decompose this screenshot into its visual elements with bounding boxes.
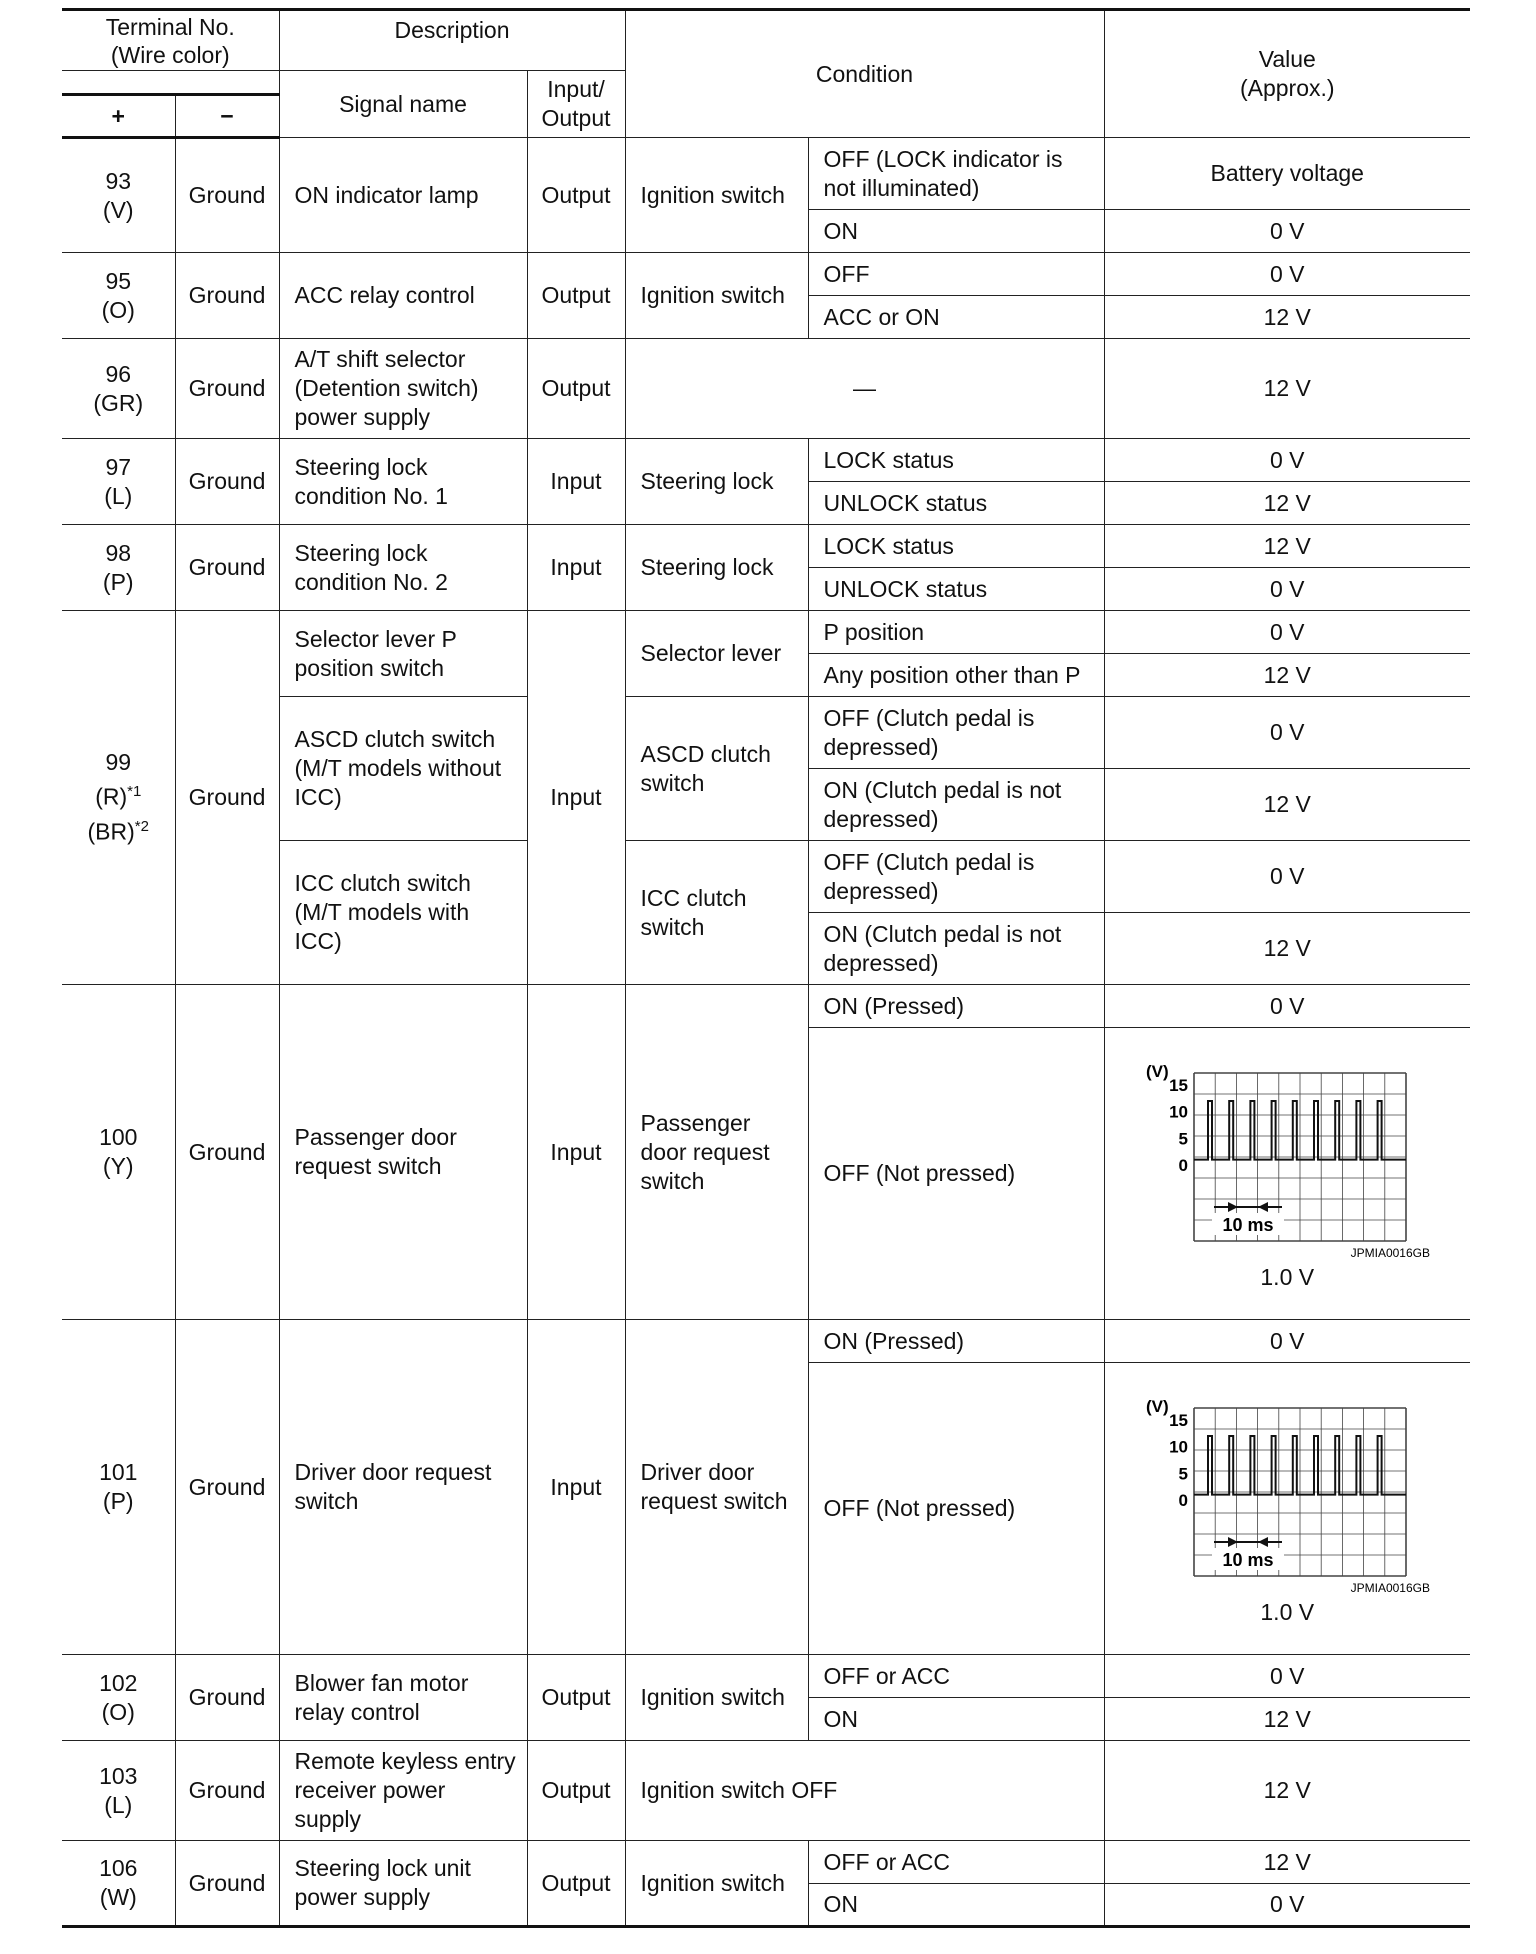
sub-condition: OFF (Clutch pedal is depressed) [808, 841, 1104, 913]
sub-condition: OFF (Clutch pedal is depressed) [808, 697, 1104, 769]
ground-cell: Ground [175, 1841, 279, 1927]
sub-condition: UNLOCK status [808, 568, 1104, 611]
waveform-y-tick: 0 [1178, 1156, 1189, 1175]
io-cell: Output [527, 253, 625, 339]
waveform-y-tick: 10 [1169, 1102, 1189, 1122]
ground-cell: Ground [175, 985, 279, 1320]
waveform-y-tick: 5 [1178, 1464, 1189, 1484]
waveform-unit-label: (V) [1146, 1062, 1169, 1081]
condition-cell: Passenger door request switch [625, 985, 808, 1320]
ground-cell: Ground [175, 525, 279, 611]
value-cell: 12 V [1104, 525, 1470, 568]
sub-condition: ON [808, 210, 1104, 253]
signal-name: Steering lock condition No. 2 [279, 525, 527, 611]
signal-name: Selector lever P position switch [279, 611, 527, 697]
value-cell: 0 V [1104, 697, 1470, 769]
ground-cell: Ground [175, 253, 279, 339]
terminal-number: 93 [105, 167, 132, 194]
waveform-y-tick: 15 [1169, 1411, 1189, 1430]
figure-code: JPMIA0016GB [1350, 1246, 1431, 1260]
signal-name-header: Signal name [279, 71, 527, 138]
signal-name: ACC relay control [279, 253, 527, 339]
ground-cell: Ground [175, 339, 279, 439]
condition-cell: ICC clutch switch [625, 841, 808, 985]
value-cell: 0 V [1104, 611, 1470, 654]
waveform-value-cell [1104, 1028, 1470, 1320]
wire-color-label: (Wire color) [110, 42, 230, 68]
value-cell: 0 V [1104, 1655, 1470, 1698]
sub-condition: OFF (Not pressed) [808, 1363, 1104, 1655]
io-label-1: Input/ [547, 76, 605, 102]
io-cell: Output [527, 138, 625, 253]
sub-condition: OFF (LOCK indicator is not illuminated) [808, 138, 1104, 210]
terminal-cell [62, 439, 175, 525]
value-cell: 0 V [1104, 1320, 1470, 1363]
condition-cell: Driver door request switch [625, 1320, 808, 1655]
wire-color: (GR) [93, 389, 144, 416]
time-scale-label: 10 ms [1222, 1215, 1274, 1235]
condition-cell: — [625, 339, 1104, 439]
ground-cell: Ground [175, 611, 279, 985]
terminal-number: 96 [105, 360, 132, 387]
io-cell: Input [527, 611, 625, 985]
value-cell: 12 V [1104, 913, 1470, 985]
condition-cell: Ignition switch [625, 1655, 808, 1741]
value-cell: 12 V [1104, 482, 1470, 525]
sub-condition: ON (Pressed) [808, 985, 1104, 1028]
io-cell: Output [527, 339, 625, 439]
terminal-number: 103 [99, 1762, 138, 1789]
signal-name: ICC clutch switch (M/T models with ICC) [279, 841, 527, 985]
sub-condition: ON (Clutch pedal is not depressed) [808, 769, 1104, 841]
time-scale-arrow [1258, 1537, 1268, 1547]
waveform-value-cell [1104, 1363, 1470, 1655]
terminal-cell [62, 525, 175, 611]
terminal-cell [62, 611, 175, 985]
wire-color: (L) [104, 482, 133, 509]
sub-condition: ON (Clutch pedal is not depressed) [808, 913, 1104, 985]
io-cell: Output [527, 1655, 625, 1741]
approx-label: (Approx.) [1239, 75, 1335, 101]
condition-cell: Ignition switch OFF [625, 1741, 1104, 1841]
sub-condition: ON [808, 1698, 1104, 1741]
signal-name: Blower fan motor relay control [279, 1655, 527, 1741]
wire-color: (L) [104, 1791, 133, 1818]
sub-condition: OFF [808, 253, 1104, 296]
time-scale-arrow [1258, 1202, 1268, 1212]
terminal-cell [62, 1741, 175, 1841]
waveform-y-tick: 15 [1169, 1076, 1189, 1095]
signal-name: ASCD clutch switch (M/T models without ICC) [279, 697, 527, 841]
io-label-2: Output [541, 105, 611, 131]
value-cell: 12 V [1104, 654, 1470, 697]
waveform-figure [1142, 1061, 1432, 1261]
sub-condition: OFF or ACC [808, 1655, 1104, 1698]
waveform-block [1110, 1390, 1466, 1627]
terminal-cell [62, 1320, 175, 1655]
terminal-cell [62, 1841, 175, 1927]
value-cell: 1.0 V [1260, 1599, 1315, 1625]
wire-color: (P) [102, 1488, 134, 1514]
terminal-cell [62, 253, 175, 339]
waveform-y-tick: 10 [1169, 1437, 1189, 1457]
sub-condition: P position [808, 611, 1104, 654]
value-cell: 12 V [1104, 1841, 1470, 1884]
terminal-signal-table [62, 8, 1470, 1928]
ground-cell: Ground [175, 439, 279, 525]
terminal-number: 106 [99, 1855, 138, 1881]
signal-name: Passenger door request switch [279, 985, 527, 1320]
minus-header: − [175, 95, 279, 138]
terminal-cell [62, 1655, 175, 1741]
terminal-number: 100 [99, 1124, 138, 1150]
io-cell: Output [527, 1741, 625, 1841]
io-cell: Input [527, 439, 625, 525]
io-cell: Input [527, 525, 625, 611]
time-scale-label: 10 ms [1222, 1550, 1274, 1570]
terminal-number: 98 [105, 539, 132, 566]
value-cell: 0 V [1104, 985, 1470, 1028]
wire-color: (O) [101, 296, 135, 323]
value-cell: 0 V [1104, 841, 1470, 913]
wire-color: (W) [99, 1884, 137, 1910]
condition-cell: Ignition switch [625, 253, 808, 339]
condition-cell: Steering lock [625, 439, 808, 525]
terminal-cell [62, 985, 175, 1320]
terminal-number: 95 [105, 267, 132, 294]
signal-name: ON indicator lamp [279, 138, 527, 253]
value-cell: 1.0 V [1260, 1264, 1315, 1290]
terminal-number: 97 [105, 453, 132, 480]
signal-name: A/T shift selector (Detention switch) power supply [279, 339, 527, 439]
value-label: Value [1258, 46, 1316, 72]
description-header: Description [279, 10, 625, 71]
terminal-header [62, 10, 279, 71]
value-cell: 12 V [1104, 339, 1470, 439]
wire-color [67, 777, 170, 812]
terminal-cell [62, 339, 175, 439]
footnote-mark: *2 [134, 818, 149, 835]
sub-condition: ON (Pressed) [808, 1320, 1104, 1363]
terminal-number: 101 [99, 1459, 138, 1485]
wire-color: (Y) [102, 1153, 134, 1179]
ground-cell: Ground [175, 138, 279, 253]
condition-cell: ASCD clutch switch [625, 697, 808, 841]
terminal-number: 102 [99, 1669, 138, 1696]
value-cell: 0 V [1104, 210, 1470, 253]
footnote-mark: *1 [127, 783, 142, 801]
value-cell: 12 V [1104, 1741, 1470, 1841]
value-cell: Battery voltage [1104, 138, 1470, 210]
wire-color: (V) [102, 196, 134, 223]
wire-color: (O) [101, 1698, 135, 1725]
value-cell: 0 V [1104, 253, 1470, 296]
sub-condition: ON [808, 1884, 1104, 1927]
condition-cell: Ignition switch [625, 138, 808, 253]
sub-condition: OFF (Not pressed) [808, 1028, 1104, 1320]
figure-code: JPMIA0016GB [1350, 1581, 1431, 1595]
value-cell: 12 V [1104, 1698, 1470, 1741]
value-cell: 0 V [1104, 568, 1470, 611]
condition-cell: Ignition switch [625, 1841, 808, 1927]
sub-condition: UNLOCK status [808, 482, 1104, 525]
terminal-header-spacer [62, 71, 279, 95]
terminal-cell [62, 138, 175, 253]
value-cell: 12 V [1104, 296, 1470, 339]
waveform-y-tick: 5 [1178, 1129, 1189, 1149]
ground-cell: Ground [175, 1655, 279, 1741]
condition-cell: Selector lever [625, 611, 808, 697]
value-header [1104, 10, 1470, 138]
sub-condition: ACC or ON [808, 296, 1104, 339]
condition-cell: Steering lock [625, 525, 808, 611]
sub-condition: LOCK status [808, 525, 1104, 568]
plus-header: + [62, 95, 175, 138]
condition-header: Condition [625, 10, 1104, 138]
wire-color: (P) [102, 568, 134, 595]
waveform-unit-label: (V) [1146, 1397, 1169, 1416]
signal-name: Driver door request switch [279, 1320, 527, 1655]
signal-name: Steering lock unit power supply [279, 1841, 527, 1927]
wire-color-2: (BR) [87, 818, 135, 845]
ground-cell: Ground [175, 1741, 279, 1841]
signal-name: Steering lock condition No. 1 [279, 439, 527, 525]
ground-cell: Ground [175, 1320, 279, 1655]
io-cell: Output [527, 1841, 625, 1927]
io-header [527, 71, 625, 138]
io-cell: Input [527, 1320, 625, 1655]
wire-color-1: (R) [95, 784, 128, 810]
value-cell: 0 V [1104, 1884, 1470, 1927]
io-cell: Input [527, 985, 625, 1320]
terminal-table-sheet [62, 8, 1470, 1928]
value-cell: 12 V [1104, 769, 1470, 841]
waveform-block [1110, 1055, 1466, 1292]
sub-condition: LOCK status [808, 439, 1104, 482]
wire-color [67, 812, 170, 847]
waveform-y-tick: 0 [1178, 1491, 1189, 1510]
signal-name: Remote keyless entry receiver power supply [279, 1741, 527, 1841]
waveform-figure [1142, 1396, 1432, 1596]
terminal-number: 99 [105, 749, 132, 776]
value-cell: 0 V [1104, 439, 1470, 482]
sub-condition: Any position other than P [808, 654, 1104, 697]
sub-condition: OFF or ACC [808, 1841, 1104, 1884]
terminal-no-label: Terminal No. [105, 14, 235, 40]
